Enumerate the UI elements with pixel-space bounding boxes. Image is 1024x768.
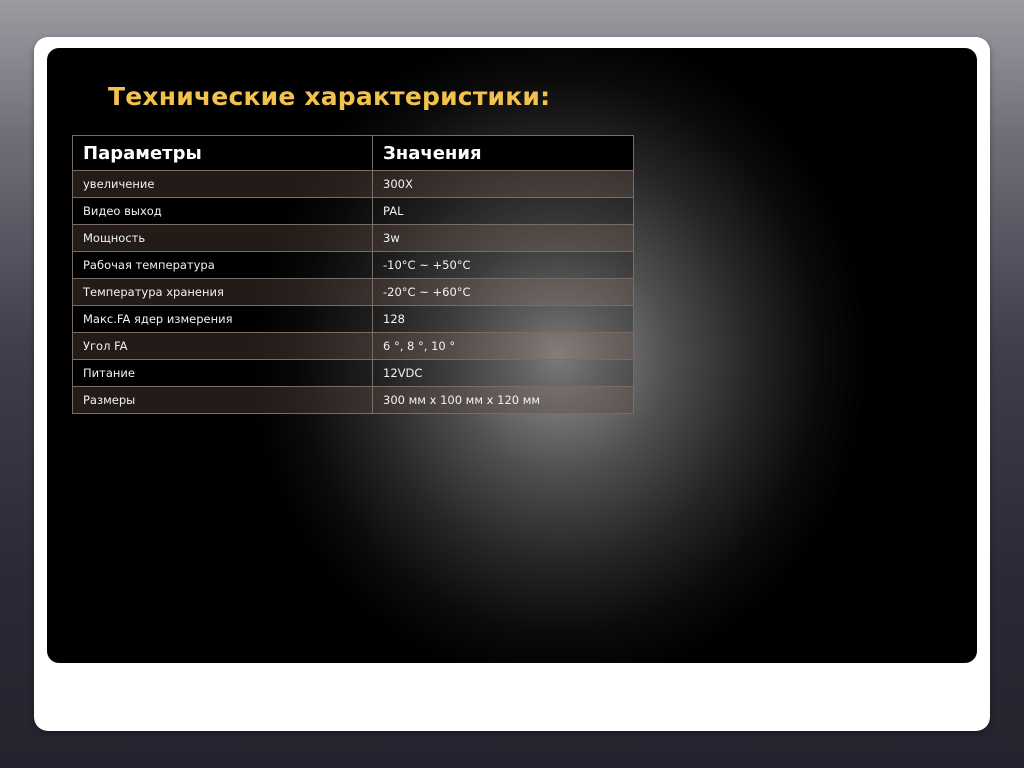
- param-cell: Макс.FA ядер измерения: [73, 306, 373, 333]
- table-header-row: [73, 136, 634, 171]
- value-cell: 300 мм x 100 мм x 120 мм: [373, 387, 634, 414]
- param-cell: Размеры: [73, 387, 373, 414]
- value-cell: -10°C ~ +50°C: [373, 252, 634, 279]
- param-cell: Рабочая температура: [73, 252, 373, 279]
- value-cell: 12VDC: [373, 360, 634, 387]
- header-parameters: Параметры: [73, 136, 373, 171]
- param-cell: увеличение: [73, 171, 373, 198]
- table-row: [73, 171, 634, 198]
- header-values: Значения: [373, 136, 634, 171]
- param-cell: Мощность: [73, 225, 373, 252]
- param-cell: Температура хранения: [73, 279, 373, 306]
- table-row: [73, 387, 634, 414]
- value-cell: 6 °, 8 °, 10 °: [373, 333, 634, 360]
- param-cell: Угол FA: [73, 333, 373, 360]
- value-cell: 3w: [373, 225, 634, 252]
- table-row: [73, 252, 634, 279]
- table-row: [73, 225, 634, 252]
- table-row: [73, 198, 634, 225]
- value-cell: 300X: [373, 171, 634, 198]
- value-cell: 128: [373, 306, 634, 333]
- value-cell: -20°C ~ +60°C: [373, 279, 634, 306]
- table-row: [73, 306, 634, 333]
- specs-table: [72, 135, 634, 414]
- param-cell: Видео выход: [73, 198, 373, 225]
- table-row: [73, 279, 634, 306]
- value-cell: PAL: [373, 198, 634, 225]
- slide-title: Технические характеристики:: [108, 82, 551, 111]
- table-row: [73, 333, 634, 360]
- table-row: [73, 360, 634, 387]
- param-cell: Питание: [73, 360, 373, 387]
